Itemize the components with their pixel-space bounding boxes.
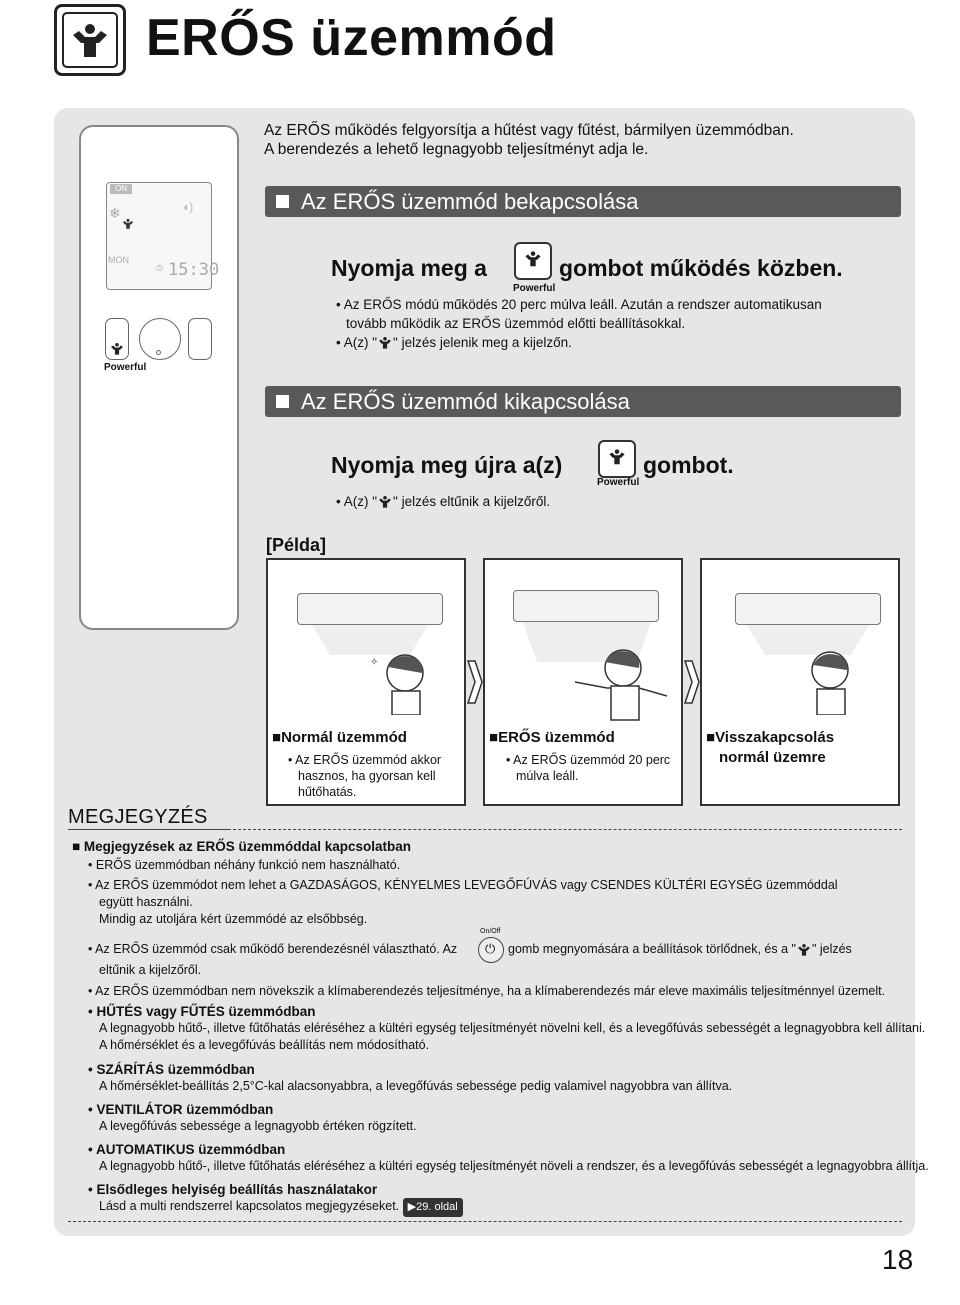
power-icon: ⏻ [485, 941, 496, 956]
powerful-icon [796, 943, 812, 957]
lcd-powerful-icon [121, 218, 135, 230]
note-1: • ERŐS üzemmódban néhány funkció nem használható. [88, 858, 401, 872]
divider [68, 829, 228, 830]
step-off-post: gombot. [643, 452, 734, 478]
notes-subhead: ■ Megjegyzések az ERŐS üzemmóddal kapcsolatban [72, 839, 412, 854]
divider [68, 1221, 902, 1222]
ac-unit-image [297, 593, 443, 625]
remote-led [156, 350, 161, 355]
note-fan: • VENTILÁTOR üzemmódban A levegőfúvás sebessége a legnagyobb értéken rögzített. [88, 1102, 417, 1133]
powerful-icon [377, 495, 393, 509]
clock-icon: ◷ [156, 263, 163, 272]
powerful-icon [377, 336, 393, 350]
note-priority-room: • Elsődleges helyiség beállítás használatakor Lásd a multi rendszerrel kapcsolatos megjegyzéseket. ▶29. oldal [88, 1181, 463, 1217]
powerful-icon [607, 448, 627, 466]
notes-title: MEGJEGYZÉS [68, 806, 208, 828]
onoff-button-image [478, 937, 504, 963]
lcd-on-indicator: ON [110, 184, 132, 194]
note-auto: • AUTOMATIKUS üzemmódban A legnagyobb hűtő-, illetve fűtőhatás eléréséhez a kültéri egység teljesítményét növeli a rendszer, és a levegőfúvás sebességét a legnagyobbra állítja. [88, 1142, 929, 1173]
section-heading-off: Az ERŐS üzemmód kikapcsolása [265, 386, 901, 417]
note-cooling-heating: • HŰTÉS vagy FŰTÉS üzemmódban A legnagyobb hűtő-, illetve fűtőhatás eléréséhez a kültéri egység teljesítményét növelni kell, és a levegőfúvás sebességét a legnagyobbra kell állítani. A hőmérséklet és a levegőfúvás beállítás nem módosítható. [88, 1004, 926, 1052]
note-3-mid: gomb megnyomására a beállítások törlődnek, és a " " jelzés [508, 942, 852, 956]
lcd-time: 15:30 [168, 260, 220, 280]
note-dry: • SZÁRÍTÁS üzemmódban A hőmérséklet-beállítás 2,5°C-kal alacsonyabbra, a levegőfúvás sebessége pedig valamivel nagyobbra van állítva. [88, 1062, 733, 1093]
step-on-pre: Nyomja meg a [331, 255, 487, 281]
page-reference-link[interactable]: ▶29. oldal [403, 1198, 463, 1217]
box2-text: • Az ERŐS üzemmód 20 perc múlva leáll. [506, 753, 671, 783]
box2-title: ■ERŐS üzemmód [489, 729, 615, 746]
powerful-icon [109, 342, 125, 356]
ac-unit-image [735, 593, 881, 625]
box3-title: ■Visszakapcsolás [706, 729, 835, 746]
person-image [515, 622, 675, 722]
arrow-right-icon [684, 660, 700, 704]
note-4: • Az ERŐS üzemmódban nem növekszik a klímaberendezés teljesítménye, ha a klímaberendezés már eleve maximális teljesítménnyel üzemelt. [88, 984, 886, 998]
powerful-button-image [514, 242, 552, 280]
fan-speed-icon: ◖) [182, 200, 194, 214]
example-label: [Példa] [266, 535, 327, 555]
svg-text:✧: ✧ [370, 657, 379, 668]
lcd-day: MON [108, 255, 129, 265]
off-bullets: • A(z) " " jelzés eltűnik a kijelzőről. [336, 494, 551, 509]
arrow-right-icon [467, 660, 483, 704]
person-image [735, 625, 875, 715]
note-2: • Az ERŐS üzemmódot nem lehet a GAZDASÁGOS, KÉNYELMES LEVEGŐFÚVÁS vagy CSENDES KÜLTÉRI EGYSÉG üzemmóddal együtt használni. Mindig az utoljára kért üzemmódé az elsőbbség. [88, 878, 838, 926]
section-heading-on: Az ERŐS üzemmód bekapcsolása [265, 186, 901, 217]
powerful-icon [523, 250, 543, 268]
step-off-pre: Nyomja meg újra a(z) [331, 452, 563, 478]
remote-powerful-label: Powerful [104, 362, 147, 373]
person-image [300, 625, 440, 715]
powerful-header-icon [54, 4, 126, 76]
box1-text: • Az ERŐS üzemmód akkor hasznos, ha gyorsan kell hűtőhatás. [288, 753, 442, 799]
remote-right-button[interactable] [188, 318, 212, 360]
snowflake-icon: ❄ [109, 205, 121, 221]
note-3: • Az ERŐS üzemmód csak működő berendezésnél választható. Az [88, 942, 458, 956]
onoff-label: On/Off [480, 928, 501, 935]
divider [228, 829, 902, 830]
powerful-button-image [598, 440, 636, 478]
step-on-post: gombot működés közben. [559, 255, 843, 281]
box1-title: ■Normál üzemmód [272, 729, 407, 746]
page-title: ERŐS üzemmód [146, 9, 557, 67]
page-number: 18 [882, 1244, 914, 1275]
on-bullets: • Az ERŐS módú működés 20 perc múlva leáll. Azután a rendszer automatikusan tovább működik az ERŐS üzemmód előtti beállításokkal. • A(z) " " jelzés jelenik meg a kijelzőn. [336, 297, 822, 350]
powerful-label: Powerful [513, 283, 556, 294]
box3-title2: normál üzemre [719, 749, 826, 766]
intro-text: Az ERŐS működés felgyorsítja a hűtést vagy fűtést, bármilyen üzemmódban. A berendezés a lehető legnagyobb teljesítményt adja le. [264, 122, 794, 158]
powerful-label: Powerful [597, 477, 640, 488]
powerful-icon [69, 21, 111, 61]
note-3-line2: eltűnik a kijelzőről. [99, 963, 202, 977]
ac-unit-image [513, 590, 659, 622]
